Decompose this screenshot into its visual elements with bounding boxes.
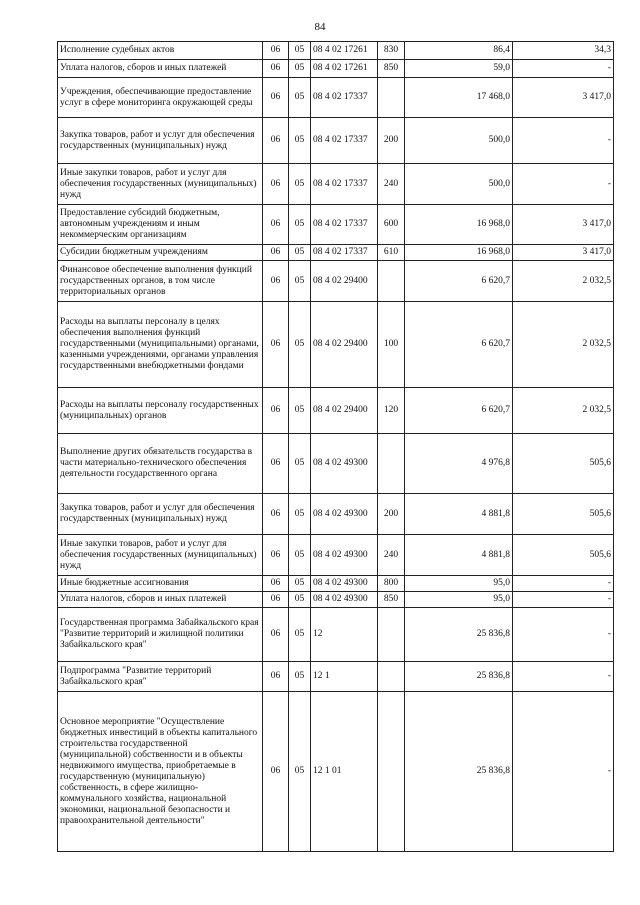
cell-sum2: 2 032,5 <box>513 302 614 388</box>
cell-csr: 12 <box>311 608 378 662</box>
cell-sum1: 500,0 <box>405 118 513 164</box>
table-row <box>58 576 614 592</box>
cell-pr: 05 <box>289 388 311 434</box>
cell-pr: 05 <box>289 60 311 78</box>
cell-vr <box>378 434 405 494</box>
cell-pr: 05 <box>289 245 311 261</box>
cell-name: Иные бюджетные ассигнования <box>58 576 263 592</box>
cell-sum2: 34,3 <box>513 42 614 60</box>
cell-sum1: 6 620,7 <box>405 388 513 434</box>
cell-sum1: 25 836,8 <box>405 608 513 662</box>
cell-rz: 06 <box>263 302 289 388</box>
cell-csr: 12 1 01 <box>311 692 378 852</box>
cell-sum2: - <box>513 118 614 164</box>
cell-vr <box>378 78 405 118</box>
cell-name: Учреждения, обеспечивающие предоставление услуг в сфере мониторинга окружающей среды <box>58 78 263 118</box>
table-row <box>58 118 614 164</box>
cell-sum1: 16 968,0 <box>405 205 513 245</box>
cell-sum1: 86,4 <box>405 42 513 60</box>
cell-vr: 610 <box>378 245 405 261</box>
page-number: 84 <box>314 21 326 33</box>
cell-name: Исполнение судебных актов <box>58 42 263 60</box>
cell-rz: 06 <box>263 118 289 164</box>
cell-sum1: 4 976,8 <box>405 434 513 494</box>
cell-sum2: 2 032,5 <box>513 388 614 434</box>
cell-vr: 200 <box>378 494 405 535</box>
cell-rz: 06 <box>263 608 289 662</box>
cell-vr: 240 <box>378 164 405 205</box>
cell-sum1: 25 836,8 <box>405 662 513 692</box>
cell-sum2: 3 417,0 <box>513 205 614 245</box>
cell-rz: 06 <box>263 535 289 576</box>
cell-sum1: 25 836,8 <box>405 692 513 852</box>
cell-pr: 05 <box>289 205 311 245</box>
cell-vr: 240 <box>378 535 405 576</box>
cell-pr: 05 <box>289 692 311 852</box>
cell-pr: 05 <box>289 78 311 118</box>
cell-csr: 08 4 02 49300 <box>311 592 378 608</box>
table-row <box>58 78 614 118</box>
table-row <box>58 592 614 608</box>
cell-sum2: 3 417,0 <box>513 245 614 261</box>
cell-rz: 06 <box>263 592 289 608</box>
cell-name: Подпрограмма "Развитие территорий Забайкальского края" <box>58 662 263 692</box>
cell-csr: 08 4 02 17337 <box>311 78 378 118</box>
cell-sum2: - <box>513 692 614 852</box>
table-row <box>58 261 614 302</box>
cell-sum1: 59,0 <box>405 60 513 78</box>
cell-rz: 06 <box>263 434 289 494</box>
cell-sum2: - <box>513 608 614 662</box>
cell-sum1: 95,0 <box>405 592 513 608</box>
cell-rz: 06 <box>263 60 289 78</box>
cell-sum1: 95,0 <box>405 576 513 592</box>
cell-csr: 08 4 02 49300 <box>311 576 378 592</box>
cell-sum2: 2 032,5 <box>513 261 614 302</box>
cell-sum2: - <box>513 662 614 692</box>
table-row <box>58 692 614 852</box>
cell-csr: 08 4 02 17337 <box>311 118 378 164</box>
table-row <box>58 388 614 434</box>
cell-name: Закупка товаров, работ и услуг для обеспечения государственных (муниципальных) нужд <box>58 118 263 164</box>
cell-pr: 05 <box>289 662 311 692</box>
cell-rz: 06 <box>263 494 289 535</box>
cell-name: Государственная программа Забайкальского края "Развитие территорий и жилищной политики Забайкальского края" <box>58 608 263 662</box>
cell-pr: 05 <box>289 42 311 60</box>
cell-pr: 05 <box>289 608 311 662</box>
budget-table-body <box>58 42 614 852</box>
cell-rz: 06 <box>263 261 289 302</box>
cell-sum2: 505,6 <box>513 434 614 494</box>
cell-csr: 12 1 <box>311 662 378 692</box>
table-row <box>58 60 614 78</box>
cell-name: Выполнение других обязательств государства в части материально-технического обеспечения деятельности государственного органа <box>58 434 263 494</box>
table-row <box>58 434 614 494</box>
cell-csr: 08 4 02 49300 <box>311 494 378 535</box>
cell-sum2: - <box>513 592 614 608</box>
cell-rz: 06 <box>263 42 289 60</box>
cell-sum2: 505,6 <box>513 494 614 535</box>
table-row <box>58 302 614 388</box>
cell-rz: 06 <box>263 662 289 692</box>
cell-csr: 08 4 02 29400 <box>311 302 378 388</box>
cell-sum1: 4 881,8 <box>405 535 513 576</box>
cell-name: Иные закупки товаров, работ и услуг для обеспечения государственных (муниципальных) нужд <box>58 164 263 205</box>
cell-rz: 06 <box>263 164 289 205</box>
table-row <box>58 494 614 535</box>
cell-name: Основное мероприятие "Осуществление бюджетных инвестиций в объекты капитального строительства государственной (муниципальной) собственности и в объекты недвижимого имущества, приобретаемые в государственную (муниципальную) собственность, в сфере жилищно-коммунального хозяйства, национальной экономики, национальной безопасности и правоохранительной деятельности" <box>58 692 263 852</box>
cell-pr: 05 <box>289 164 311 205</box>
cell-sum2: - <box>513 60 614 78</box>
cell-sum1: 4 881,8 <box>405 494 513 535</box>
budget-table <box>57 41 614 852</box>
cell-sum2: - <box>513 164 614 205</box>
cell-vr: 850 <box>378 592 405 608</box>
cell-name: Уплата налогов, сборов и иных платежей <box>58 592 263 608</box>
cell-csr: 08 4 02 17261 <box>311 60 378 78</box>
cell-rz: 06 <box>263 692 289 852</box>
cell-sum1: 6 620,7 <box>405 302 513 388</box>
cell-sum2: - <box>513 576 614 592</box>
cell-vr <box>378 662 405 692</box>
cell-name: Расходы на выплаты персоналу государственных (муниципальных) органов <box>58 388 263 434</box>
cell-csr: 08 4 02 29400 <box>311 388 378 434</box>
cell-vr: 800 <box>378 576 405 592</box>
cell-vr: 850 <box>378 60 405 78</box>
cell-sum2: 505,6 <box>513 535 614 576</box>
cell-csr: 08 4 02 17337 <box>311 245 378 261</box>
cell-pr: 05 <box>289 261 311 302</box>
cell-vr: 830 <box>378 42 405 60</box>
cell-vr: 200 <box>378 118 405 164</box>
cell-vr: 600 <box>378 205 405 245</box>
cell-pr: 05 <box>289 535 311 576</box>
cell-name: Иные закупки товаров, работ и услуг для обеспечения государственных (муниципальных) нужд <box>58 535 263 576</box>
cell-name: Закупка товаров, работ и услуг для обеспечения государственных (муниципальных) нужд <box>58 494 263 535</box>
cell-csr: 08 4 02 17337 <box>311 164 378 205</box>
table-row <box>58 205 614 245</box>
cell-rz: 06 <box>263 245 289 261</box>
table-row <box>58 164 614 205</box>
cell-name: Предоставление субсидий бюджетным, автономным учреждениям и иным некоммерческим организациям <box>58 205 263 245</box>
cell-rz: 06 <box>263 205 289 245</box>
cell-sum2: 3 417,0 <box>513 78 614 118</box>
table-row <box>58 608 614 662</box>
cell-csr: 08 4 02 29400 <box>311 261 378 302</box>
cell-vr <box>378 608 405 662</box>
cell-sum1: 500,0 <box>405 164 513 205</box>
cell-vr <box>378 261 405 302</box>
cell-name: Субсидии бюджетным учреждениям <box>58 245 263 261</box>
cell-pr: 05 <box>289 434 311 494</box>
cell-sum1: 16 968,0 <box>405 245 513 261</box>
cell-csr: 08 4 02 17337 <box>311 205 378 245</box>
table-row <box>58 42 614 60</box>
cell-csr: 08 4 02 17261 <box>311 42 378 60</box>
table-row <box>58 535 614 576</box>
cell-csr: 08 4 02 49300 <box>311 434 378 494</box>
cell-vr <box>378 692 405 852</box>
table-row <box>58 245 614 261</box>
cell-pr: 05 <box>289 592 311 608</box>
cell-name: Финансовое обеспечение выполнения функций государственных органов, в том числе территориальных органов <box>58 261 263 302</box>
cell-vr: 120 <box>378 388 405 434</box>
table-row <box>58 662 614 692</box>
cell-rz: 06 <box>263 78 289 118</box>
cell-pr: 05 <box>289 302 311 388</box>
cell-sum1: 6 620,7 <box>405 261 513 302</box>
cell-rz: 06 <box>263 388 289 434</box>
cell-pr: 05 <box>289 118 311 164</box>
cell-name: Уплата налогов, сборов и иных платежей <box>58 60 263 78</box>
cell-name: Расходы на выплаты персоналу в целях обеспечения выполнения функций государственными (муниципальными) органами, казенными учреждениями, органами управления государственными внебюджетными фондами <box>58 302 263 388</box>
cell-csr: 08 4 02 49300 <box>311 535 378 576</box>
cell-pr: 05 <box>289 494 311 535</box>
cell-sum1: 17 468,0 <box>405 78 513 118</box>
cell-pr: 05 <box>289 576 311 592</box>
cell-rz: 06 <box>263 576 289 592</box>
cell-vr: 100 <box>378 302 405 388</box>
